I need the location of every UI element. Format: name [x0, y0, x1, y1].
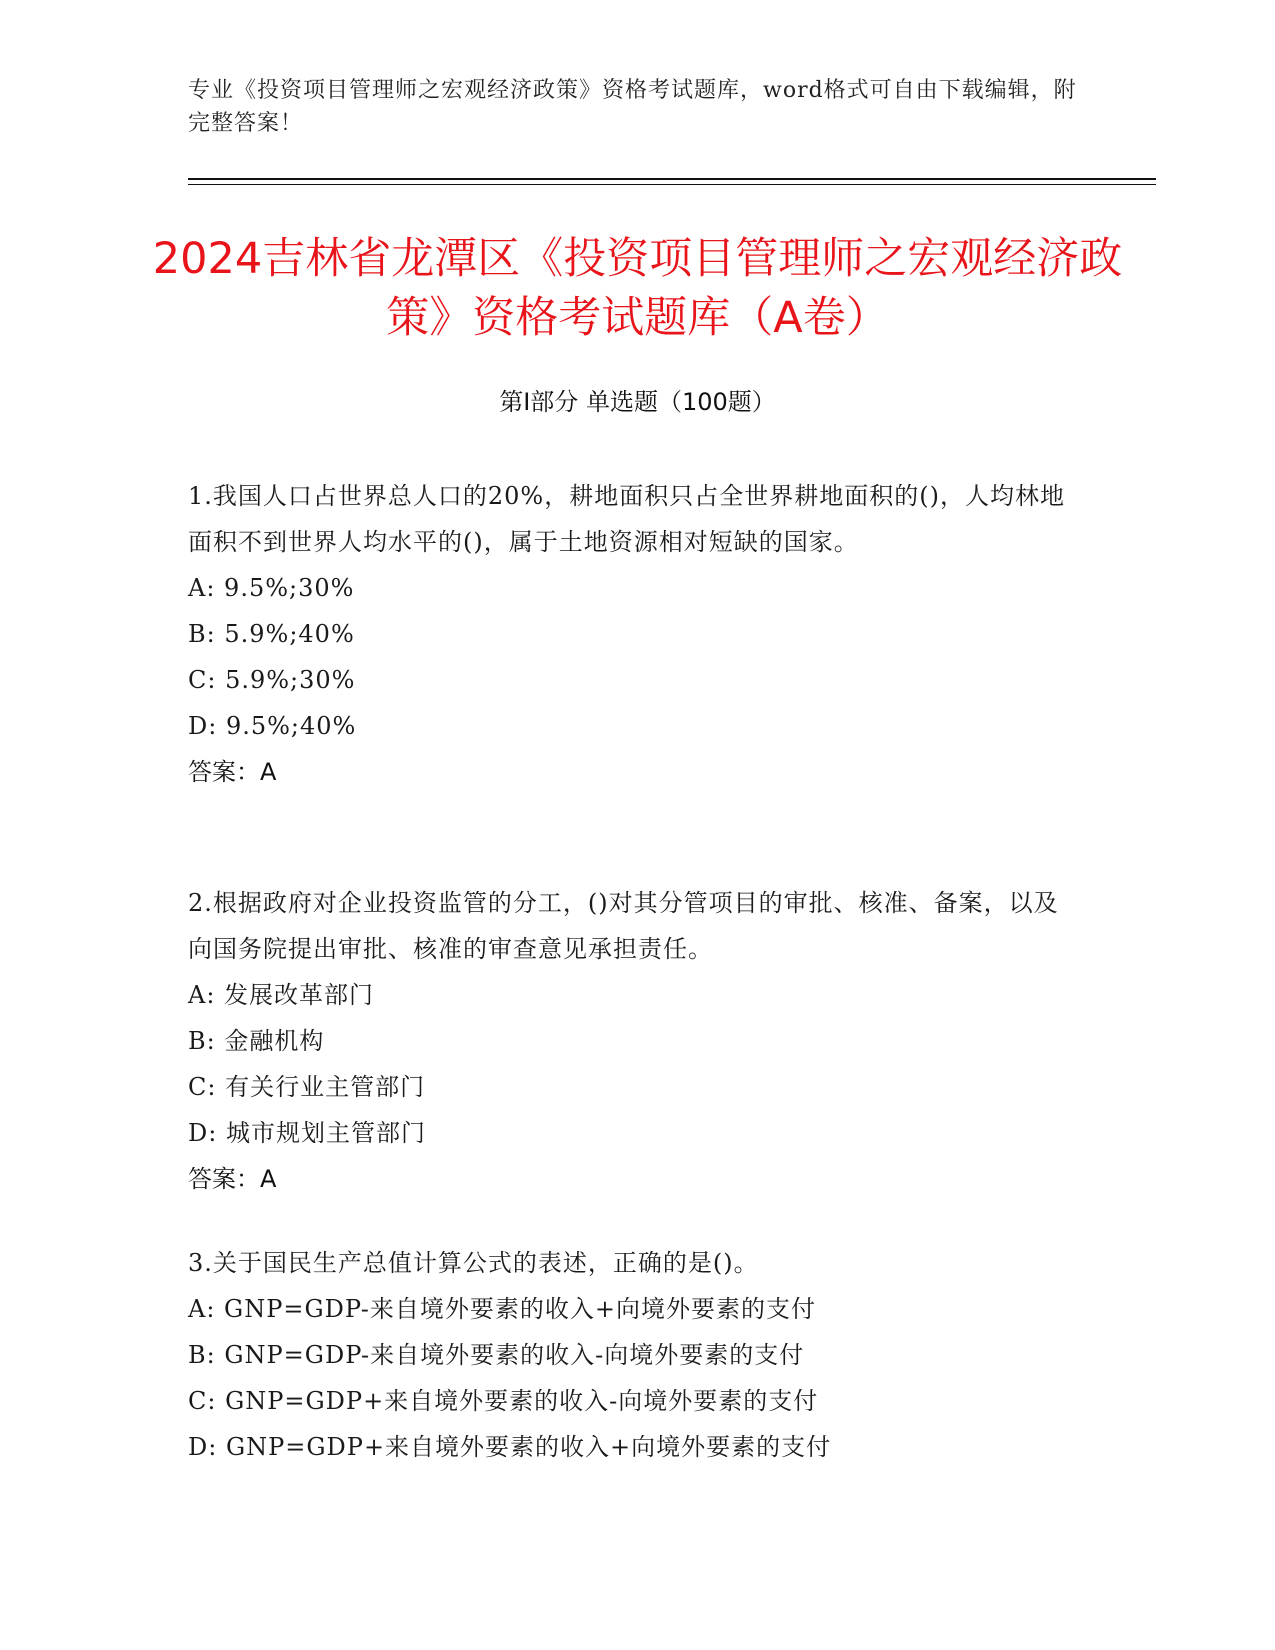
question-stem: 2.根据政府对企业投资监管的分工，()对其分管项目的审批、核准、备案，以及向国务院提出审批、核准的审查意见承担责任。 — [188, 889, 1059, 963]
option-a: A: 发展改革部门 — [188, 981, 375, 1009]
question-1 — [188, 473, 1068, 795]
question-stem: 3.关于国民生产总值计算公式的表述，正确的是()。 — [188, 1249, 759, 1277]
option-c: C: 有关行业主管部门 — [188, 1073, 426, 1101]
option-c: C: GNP=GDP+来自境外要素的收入-向境外要素的支付 — [188, 1387, 819, 1415]
answer: 答案：A — [188, 758, 277, 786]
header-divider-thick — [188, 178, 1156, 180]
option-a: A: GNP=GDP-来自境外要素的收入+向境外要素的支付 — [188, 1295, 816, 1323]
option-d: D: GNP=GDP+来自境外要素的收入+向境外要素的支付 — [188, 1433, 832, 1461]
header-divider-thin — [188, 184, 1156, 185]
option-d: D: 9.5%;40% — [188, 712, 357, 740]
option-b: B: GNP=GDP-来自境外要素的收入-向境外要素的支付 — [188, 1341, 805, 1369]
question-3 — [188, 1240, 1068, 1470]
question-2 — [188, 880, 1068, 1202]
option-d: D: 城市规划主管部门 — [188, 1119, 426, 1147]
header-note: 专业《投资项目管理师之宏观经济政策》资格考试题库，word格式可自由下载编辑，附完整答案！ — [188, 78, 1077, 136]
answer: 答案：A — [188, 1165, 277, 1193]
option-a: A: 9.5%;30% — [188, 574, 355, 602]
question-stem: 1.我国人口占世界总人口的20%，耕地面积只占全世界耕地面积的()，人均林地面积不到世界人均水平的()，属于土地资源相对短缺的国家。 — [188, 482, 1065, 556]
option-b: B: 5.9%;40% — [188, 620, 355, 648]
option-c: C: 5.9%;30% — [188, 666, 356, 694]
section-title: 第I部分 单选题（100题） — [499, 388, 776, 416]
document-title: 2024吉林省龙潭区《投资项目管理师之宏观经济政策》资格考试题库（A卷） — [152, 234, 1123, 343]
option-b: B: 金融机构 — [188, 1027, 325, 1055]
